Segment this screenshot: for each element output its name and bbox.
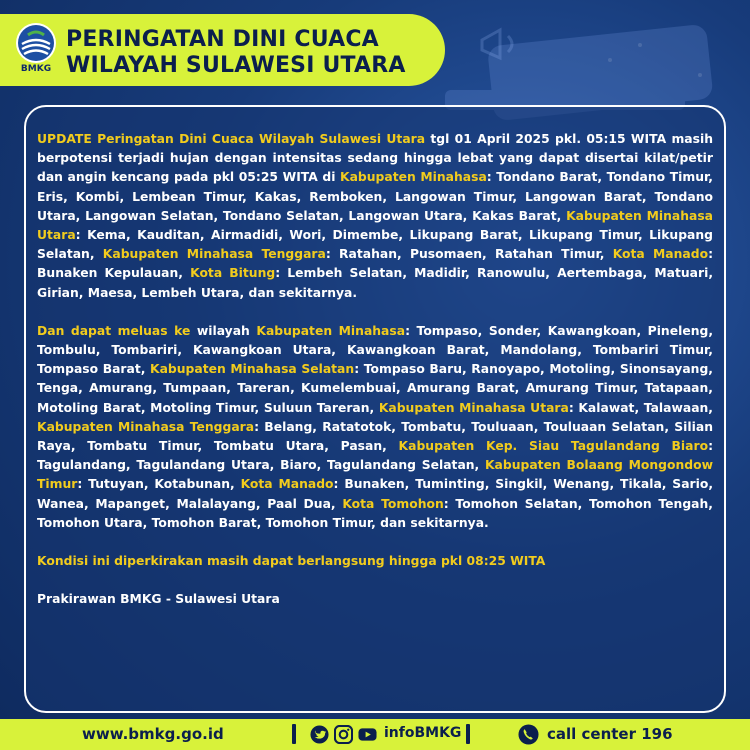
highlighted-region: Kota Bitung [190,266,276,281]
text-segment: : Lembeh Selatan, Madidir, Ranowulu, Aertembaga, Matuari, Girian, Maesa, Lembeh Utara, dan sekitarnya. [37,266,714,300]
highlighted-region: Kabupaten Kep. Siau Tagulandang Biaro [398,439,709,454]
text-segment: : Tagulandang, Tagulandang Utara, Biaro, Tagulandang Selatan, [37,439,714,473]
highlighted-region: Kota Manado [240,477,334,492]
title-line-1: PERINGATAN DINI CUACA [66,27,379,52]
highlighted-region: UPDATE Peringatan Dini Cuaca Wilayah Sulawesi Utara [37,132,426,146]
text-segment: wilayah [190,323,257,338]
instagram-icon[interactable] [334,725,353,744]
text-segment: : Tutuyan, Kotabunan, [77,477,241,492]
highlighted-region: Kabupaten Bolaang Mongondow Timur [37,458,713,492]
text-segment: : Tompaso, Sonder, Kawangkoan, Pineleng, Tombulu, Tombariri, Kawangkoan Utara, Kawangkoan Barat, Mandolang, Tombariri Timur, Tompaso Barat, [37,323,714,377]
page-title [66,27,406,79]
phone-icon [518,724,539,745]
logo-text: BMKG [20,64,52,74]
footer-divider [292,724,296,744]
footer-divider [466,724,470,744]
call-center[interactable]: call center 196 [547,725,673,743]
text-segment: : Tompaso Baru, Ranoyapo, Motoling, Sinonsayang, Tenga, Amurang, Tumpaan, Tareran, Kumelembuai, Amurang Barat, Amurang Timur, Tatapaan, Motoling Barat, Motoling Timur, Suluun Tareran, [37,362,713,415]
bmkg-logo-icon [14,22,58,64]
highlighted-region: Kabupaten Minahasa Utara [37,208,714,243]
text-segment: tgl 01 April 2025 pkl. 05:15 WITA masih berpotensi terjadi hujan dengan intensitas sedang hingga lebat yang dapat disertai kilat/petir dan angin kencang pada pkl 05:25 WITA di [37,132,713,185]
text-segment: : Kema, Kauditan, Airmadidi, Wori, Dimembe, Likupang Barat, Likupang Timur, Likupang Selatan, [37,228,713,262]
paragraph-duration: Kondisi ini diperkirakan masih dapat berlangsung hingga pkl 08:25 WITA [37,554,546,569]
footer-bar [0,719,750,750]
highlighted-region: Kabupaten Minahasa Selatan [150,362,355,377]
highlighted-region: Kota Tomohon [342,496,444,511]
title-line-2: WILAYAH SULAWESI UTARA [66,53,406,78]
text-segment: : Kalawat, Talawaan, [568,400,713,415]
text-segment: : Tondano Barat, Tondano Timur, Eris, Kombi, Lembean Timur, Kakas, Remboken, Langowan Timur, Langowan Barat, Tondano Utara, Langowan Selatan, Tondano Selatan, Langowan Utara, Kakas Barat, [37,170,713,223]
bmkg-logo [14,22,58,78]
highlighted-region: Kota Manado [612,247,709,262]
warning-text [37,130,713,628]
social-handle[interactable]: infoBMKG [384,725,462,741]
paragraph-forecaster: Prakirawan BMKG - Sulawesi Utara [37,592,280,607]
text-segment: : Bunaken, Tuminting, Singkil, Wenang, Tikala, Sario, Wanea, Mapanget, Malalayang, Paal Dua, [37,477,714,511]
text-segment: : Tomohon Selatan, Tomohon Tengah, Tomohon Utara, Tomohon Barat, Tomohon Timur, dan sekitarnya. [37,496,713,530]
text-segment: : Bunaken Kepulauan, [37,247,714,281]
highlighted-region: Kabupaten Minahasa [340,170,487,185]
twitter-icon[interactable] [310,725,329,744]
highlighted-region: Kabupaten Minahasa Tenggara [102,247,326,262]
text-segment: : Ratahan, Pusomaen, Ratahan Timur, [325,247,613,262]
paragraph-extension [37,322,713,533]
text-segment: : Belang, Ratatotok, Tombatu, Touluaan, Touluaan Selatan, Silian Raya, Tombatu Timur, Tombatu Utara, Pasan, [37,419,713,454]
website-link[interactable]: www.bmkg.go.id [82,725,224,743]
highlighted-region: Kabupaten Minahasa [256,323,406,338]
header-banner [0,14,445,86]
youtube-icon[interactable] [358,725,377,744]
highlighted-region: Kabupaten Minahasa Utara [378,400,569,415]
highlighted-region: Kabupaten Minahasa Tenggara [37,419,255,434]
social-icons [310,725,377,744]
highlighted-region: Dan dapat meluas ke [37,323,191,338]
paragraph-update [37,130,713,303]
